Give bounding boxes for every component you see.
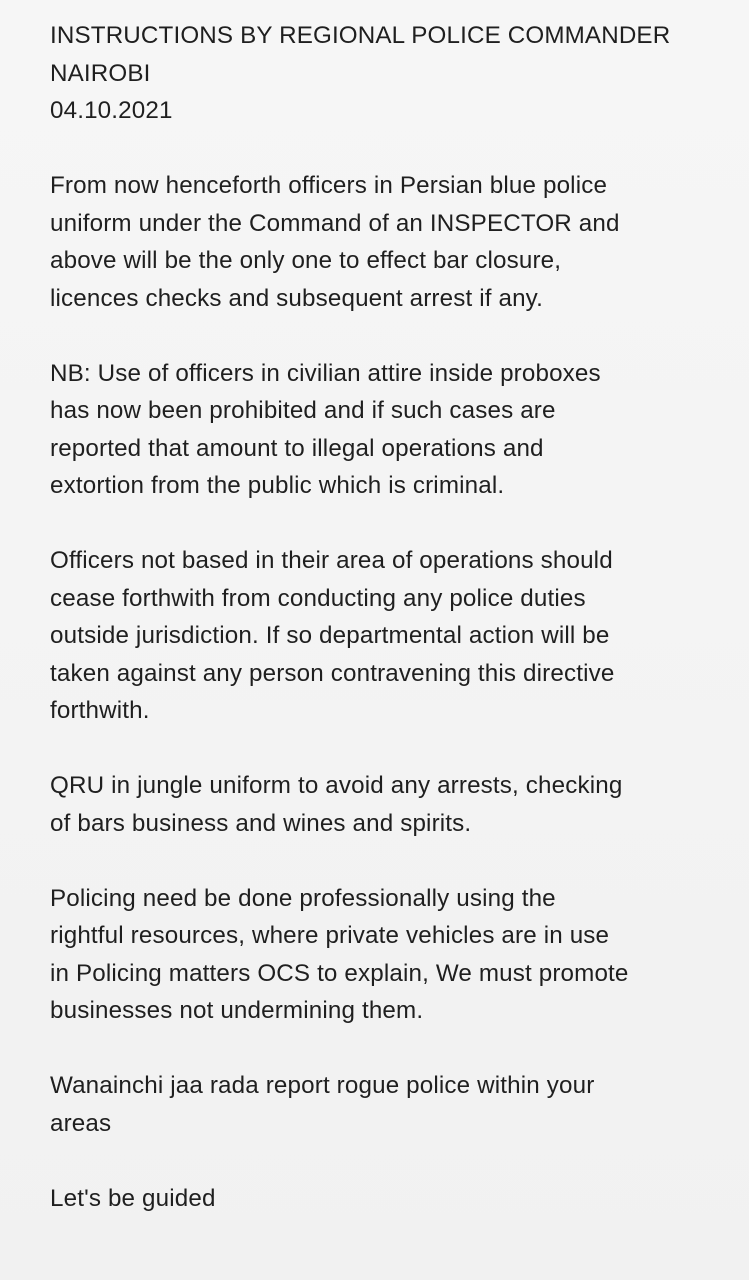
heading-title-line: INSTRUCTIONS BY REGIONAL POLICE COMMANDER bbox=[50, 22, 671, 49]
paragraph-gap bbox=[50, 130, 699, 168]
paragraph-3-line-3: outside jurisdiction. If so departmental action will be bbox=[50, 622, 610, 649]
paragraph-1-line-3: above will be the only one to effect bar closure, bbox=[50, 247, 562, 274]
paragraph-gap bbox=[50, 1142, 699, 1180]
paragraph-gap bbox=[50, 730, 699, 768]
paragraph-gap bbox=[50, 842, 699, 880]
paragraph-2-line-2: has now been prohibited and if such cases are bbox=[50, 397, 556, 424]
paragraph-6 bbox=[50, 1067, 699, 1142]
paragraph-6-line-2: areas bbox=[50, 1109, 112, 1137]
paragraph-4-line-1: QRU in jungle uniform to avoid any arrests, checking bbox=[50, 772, 623, 799]
paragraph-6-line-1: Wanainchi jaa rada report rogue police within your bbox=[50, 1072, 595, 1099]
paragraph-3 bbox=[50, 542, 699, 730]
paragraph-1-line-4: licences checks and subsequent arrest if any. bbox=[50, 284, 544, 312]
paragraph-3-line-2: cease forthwith from conducting any police duties bbox=[50, 584, 586, 612]
paragraph-3-line-5: forthwith. bbox=[50, 697, 150, 724]
heading-block bbox=[50, 17, 699, 130]
paragraph-1-line-1: From now henceforth officers in Persian blue police bbox=[50, 172, 608, 199]
paragraph-1 bbox=[50, 167, 699, 317]
paragraph-7 bbox=[50, 1180, 699, 1218]
heading-city-line: NAIROBI bbox=[50, 59, 151, 87]
paragraph-2-line-1: NB: Use of officers in civilian attire inside proboxes bbox=[50, 359, 601, 387]
paragraph-5-line-1: Policing need be done professionally using the bbox=[50, 884, 556, 912]
paragraph-3-line-1: Officers not based in their area of operations should bbox=[50, 547, 613, 574]
paragraph-gap bbox=[50, 317, 699, 355]
heading-date-line: 04.10.2021 bbox=[50, 97, 173, 124]
paragraph-1-line-2: uniform under the Command of an INSPECTOR and bbox=[50, 209, 620, 237]
paragraph-gap bbox=[50, 1030, 699, 1068]
paragraph-2 bbox=[50, 355, 699, 505]
paragraph-2-line-4: extortion from the public which is criminal. bbox=[50, 472, 505, 499]
paragraph-5-line-3: in Policing matters OCS to explain, We must promote bbox=[50, 959, 629, 987]
paragraph-4 bbox=[50, 767, 699, 842]
paragraph-2-line-3: reported that amount to illegal operations and bbox=[50, 434, 544, 462]
paragraph-5-line-4: businesses not undermining them. bbox=[50, 997, 424, 1024]
paragraph-4-line-2: of bars business and wines and spirits. bbox=[50, 809, 472, 837]
document-body bbox=[50, 17, 699, 1217]
paragraph-3-line-4: taken against any person contravening this directive bbox=[50, 659, 615, 687]
paragraph-5 bbox=[50, 880, 699, 1030]
paragraph-7-line-1: Let's be guided bbox=[50, 1184, 216, 1212]
paragraph-5-line-2: rightful resources, where private vehicles are in use bbox=[50, 922, 610, 949]
paragraph-gap bbox=[50, 505, 699, 543]
